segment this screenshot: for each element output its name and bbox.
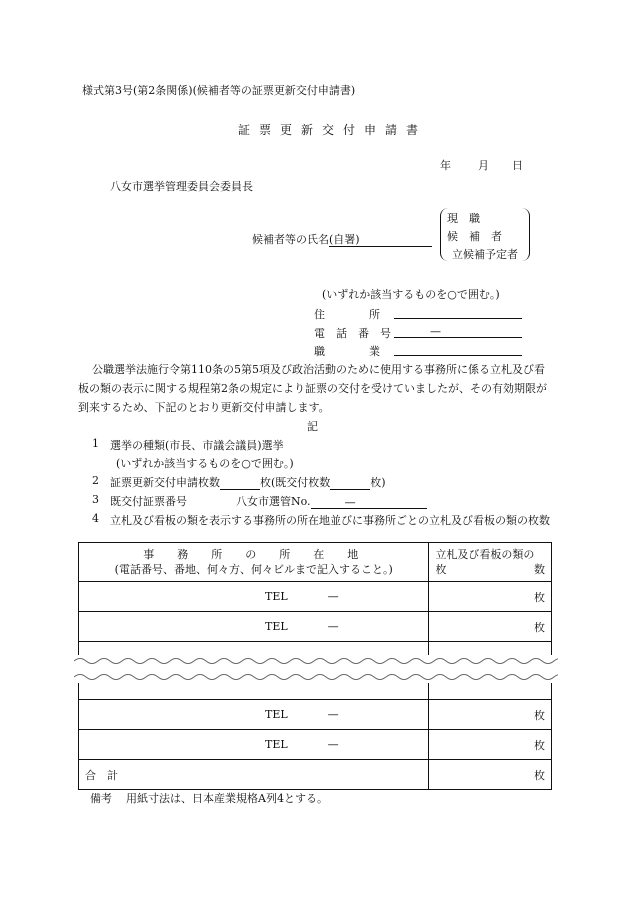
total-row bbox=[79, 760, 552, 790]
count-cell[interactable]: 枚 bbox=[429, 612, 552, 642]
item-2-end: 枚) bbox=[370, 476, 386, 489]
form-number: 様式第3号(第2条関係)(候補者等の証票更新交付申請書) bbox=[82, 84, 356, 97]
item-2-number: 2 bbox=[92, 474, 99, 487]
applicant-name-row bbox=[252, 231, 432, 247]
table-row bbox=[79, 582, 552, 612]
role-prospective[interactable]: 立候補予定者 bbox=[452, 248, 518, 261]
total-count-cell[interactable]: 枚 bbox=[429, 760, 552, 790]
item-4-number: 4 bbox=[92, 512, 99, 525]
date-year[interactable]: 年 bbox=[440, 159, 451, 172]
item-3-label: 既交付証票番号 bbox=[110, 495, 187, 508]
count-cell[interactable]: 枚 bbox=[429, 700, 552, 730]
name-field[interactable] bbox=[360, 234, 432, 247]
location-cell[interactable]: TEL — bbox=[79, 612, 429, 642]
table-row bbox=[79, 730, 552, 760]
table-row bbox=[79, 683, 552, 700]
item-3-value bbox=[236, 493, 427, 509]
address-field[interactable] bbox=[394, 306, 522, 319]
count-cell[interactable]: 枚 bbox=[429, 730, 552, 760]
table-header-row bbox=[79, 543, 552, 582]
footer-note bbox=[90, 790, 328, 806]
role-current[interactable]: 現 職 bbox=[447, 212, 480, 225]
date-day[interactable]: 日 bbox=[512, 159, 523, 172]
header-location-main: 事 務 所 の 所 在 地 bbox=[143, 548, 365, 561]
header-count-line2: 枚 数 bbox=[435, 563, 545, 576]
table-row bbox=[79, 700, 552, 730]
occupation-label: 職 業 bbox=[314, 345, 380, 358]
role-note: (いずれか該当するものを○で囲む。) bbox=[322, 288, 500, 301]
count-cell[interactable]: 枚 bbox=[429, 582, 552, 612]
footer-note-label: 備考 bbox=[90, 792, 112, 805]
location-cell[interactable] bbox=[79, 683, 429, 700]
certificate-number-field[interactable] bbox=[311, 496, 427, 509]
header-count-line1: 立札及び看板の類の bbox=[435, 548, 535, 561]
header-count bbox=[429, 543, 552, 582]
role-candidate[interactable]: 候 補 者 bbox=[447, 230, 502, 243]
table-row bbox=[79, 612, 552, 642]
item-3-dash: — bbox=[344, 496, 356, 509]
role-choice-brace bbox=[440, 208, 530, 261]
phone-field[interactable] bbox=[394, 325, 522, 338]
location-cell[interactable]: TEL — bbox=[79, 582, 429, 612]
occupation-field[interactable] bbox=[394, 343, 522, 356]
item-3-prefix: 八女市選管No. bbox=[236, 495, 311, 508]
table-break-wave bbox=[74, 655, 558, 683]
body-paragraph bbox=[78, 360, 554, 417]
signature-note: (自署) bbox=[329, 233, 360, 246]
total-label: 合 計 bbox=[79, 760, 429, 790]
item-4-text: 立札及び看板の類を表示する事務所の所在地並びに事務所ごとの立札及び看板の類の枚数 bbox=[110, 514, 550, 527]
item-1-number: 1 bbox=[92, 437, 99, 450]
location-cell[interactable]: TEL — bbox=[79, 730, 429, 760]
item-1-note: (いずれか該当するものを○で囲む。) bbox=[116, 457, 294, 470]
request-count-field[interactable] bbox=[220, 477, 260, 490]
item-2-row bbox=[110, 474, 386, 490]
name-label: 候補者等の氏名 bbox=[252, 233, 329, 246]
item-2-label: 証票更新交付申請枚数 bbox=[110, 476, 220, 489]
header-location-sub: (電話番号、番地、何々方、何々ビルまで記入すること。) bbox=[114, 563, 393, 576]
ki-heading: 記 bbox=[307, 420, 318, 433]
phone-dash: — bbox=[430, 325, 441, 338]
addressee: 八女市選挙管理委員会委員長 bbox=[110, 180, 253, 193]
body-text: 公職選挙法施行令第110条の5第5項及び政治活動のために使用する事務所に係る立札及び看板の類の表示に関する規程第2条の規定により証票の交付を受けていましたが、その有効期限が到来するため、下記のとおり更新交付申請します。 bbox=[78, 363, 547, 414]
item-2-mid: 枚(既交付枚数 bbox=[260, 476, 331, 489]
date-month[interactable]: 月 bbox=[478, 159, 489, 172]
address-label: 住 所 bbox=[314, 308, 380, 321]
phone-label: 電 話 番 号 bbox=[314, 327, 391, 340]
location-cell[interactable]: TEL — bbox=[79, 700, 429, 730]
footer-note-text: 用紙寸法は、日本産業規格A列4とする。 bbox=[126, 792, 328, 805]
item-1-text: 選挙の種類(市長、市議会議員)選挙 bbox=[110, 439, 284, 452]
count-cell[interactable] bbox=[429, 683, 552, 700]
document-title: 証票更新交付申請書 bbox=[238, 123, 428, 137]
item-3-number: 3 bbox=[92, 493, 99, 506]
issued-count-field[interactable] bbox=[330, 477, 370, 490]
header-location bbox=[79, 543, 429, 582]
